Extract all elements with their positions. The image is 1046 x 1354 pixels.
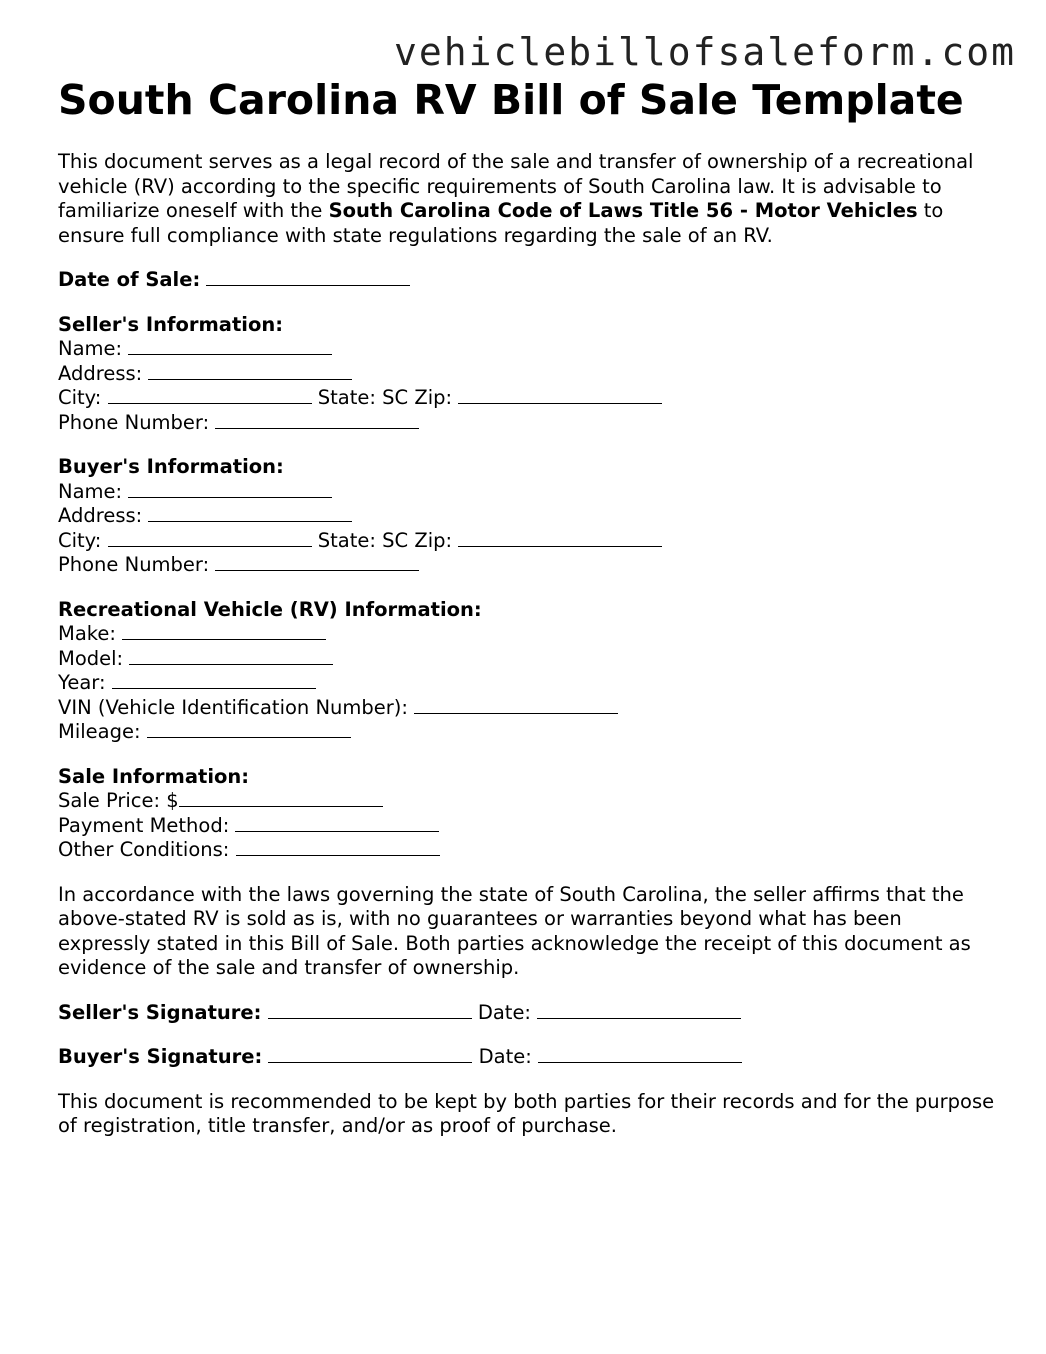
buyer-zip-field[interactable] [458,529,662,547]
site-watermark: vehiclebillofsaleform.com [394,30,1016,74]
other-conditions-label: Other Conditions: [58,838,230,861]
vehicle-year-field[interactable] [112,671,316,689]
sale-heading: Sale Information: [58,764,250,788]
buyer-address-field[interactable] [148,504,352,522]
document-page [58,72,998,1139]
seller-city-label: City: [58,386,102,409]
sale-price-row [58,789,998,814]
footer-note: This document is recommended to be kept by both parties for their records and for the purpose of registration, title transfer, and/or as proof of purchase. [58,1089,995,1137]
seller-signature-field[interactable] [268,1001,472,1019]
buyer-signature-field[interactable] [268,1045,472,1063]
vehicle-vin-label: VIN (Vehicle Identification Number): [58,695,408,719]
vehicle-model-row [58,647,998,672]
seller-phone-field[interactable] [215,411,419,429]
buyer-city-label: City: [58,528,102,552]
buyer-date-field[interactable] [538,1045,742,1063]
vehicle-make-field[interactable] [122,622,326,640]
buyer-name-field[interactable] [128,480,332,498]
affirmation-paragraph: In accordance with the laws governing the state of South Carolina, the seller affirms that the above-stated RV is sold as is, with no guarantees or warranties beyond what has been expressly stated in this Bill of Sale. Both parties acknowledge the receipt of this document as evidence of the sale and transfer of ownership. [58,882,971,979]
buyer-signature-row [58,1045,998,1070]
intro-text-start: This document serves as a legal record of the sale and transfer of ownership of a recreational vehicle (RV) according to the specific requirements of South Carolina law. It is advisable to familiarize oneself with the [58,150,974,222]
seller-phone-row [58,411,998,436]
date-of-sale-label: Date of Sale: [58,268,201,291]
vehicle-mileage-field[interactable] [147,720,351,738]
buyer-name-label: Name: [58,479,123,503]
seller-date-field[interactable] [537,1001,741,1019]
date-of-sale-field[interactable] [206,268,410,286]
buyer-heading: Buyer's Information: [58,455,284,478]
vehicle-vin-field[interactable] [414,696,618,714]
buyer-phone-row [58,553,998,578]
law-reference: South Carolina Code of Laws Title 56 - Motor Vehicles [328,199,918,222]
buyer-state-zip-label: State: SC Zip: [317,528,453,552]
buyer-phone-label: Phone Number: [58,553,210,576]
vehicle-make-label: Make: [58,622,116,645]
seller-zip-field[interactable] [458,386,662,404]
buyer-date-label: Date: [478,1045,532,1068]
buyer-signature-label: Buyer's Signature: [58,1045,263,1068]
seller-name-row [58,337,998,362]
other-conditions-field[interactable] [236,838,440,856]
vehicle-year-row [58,671,998,696]
seller-address-row [58,362,998,387]
buyer-phone-field[interactable] [215,553,419,571]
vehicle-model-label: Model: [58,646,124,670]
buyer-city-field[interactable] [108,529,312,547]
seller-state-zip-label: State: SC Zip: [317,386,453,409]
payment-method-field[interactable] [235,814,439,832]
sale-price-label: Sale Price: $ [58,789,179,812]
seller-address-field[interactable] [148,362,352,380]
other-conditions-row [58,838,998,863]
payment-method-label: Payment Method: [58,813,230,837]
payment-method-row [58,814,998,839]
vehicle-mileage-row [58,720,998,745]
sale-price-field[interactable] [179,789,383,807]
vehicle-vin-row [58,696,998,721]
seller-signature-row [58,1001,998,1026]
buyer-address-label: Address: [58,504,143,527]
buyer-address-row [58,504,998,529]
seller-name-field[interactable] [128,337,332,355]
seller-name-label: Name: [58,337,123,360]
buyer-city-row [58,529,998,554]
seller-city-field[interactable] [108,386,312,404]
seller-signature-label: Seller's Signature: [58,1000,262,1024]
vehicle-make-row [58,622,998,647]
intro-paragraph [58,150,998,248]
vehicle-model-field[interactable] [129,647,333,665]
intro-text-end: to ensure full compliance with state regulations regarding the sale of an RV. [58,199,944,247]
page-title: South Carolina RV Bill of Sale Template [58,76,964,124]
seller-city-row [58,386,998,411]
date-of-sale-row [58,268,998,293]
seller-heading: Seller's Information: [58,312,284,336]
seller-date-label: Date: [477,1000,532,1024]
vehicle-year-label: Year: [58,671,106,694]
seller-phone-label: Phone Number: [58,410,210,434]
vehicle-heading: Recreational Vehicle (RV) Information: [58,597,482,621]
buyer-name-row [58,480,998,505]
vehicle-mileage-label: Mileage: [58,720,141,743]
seller-address-label: Address: [58,361,143,385]
